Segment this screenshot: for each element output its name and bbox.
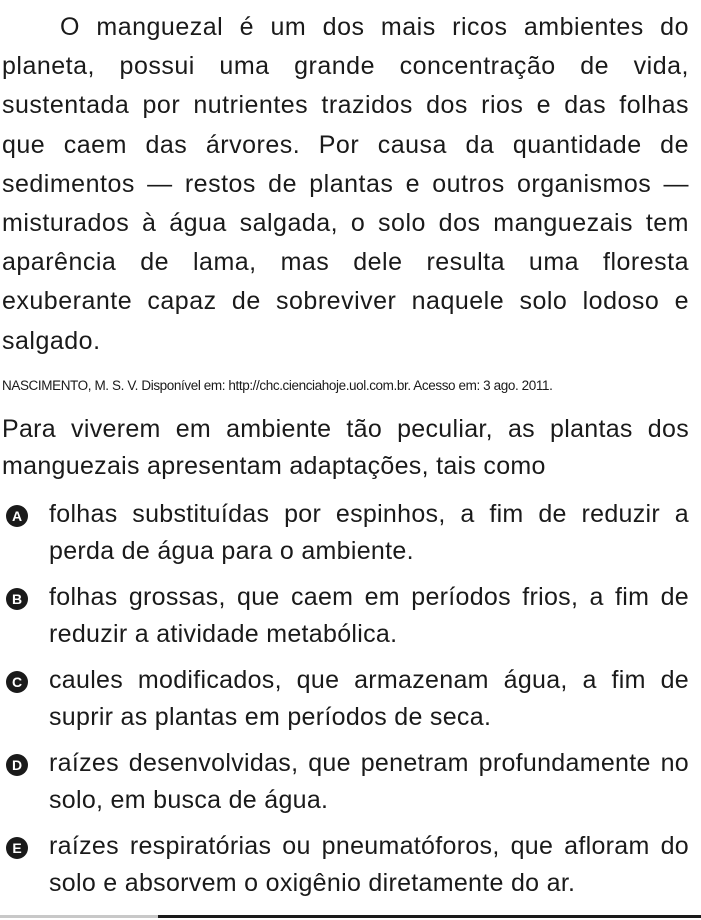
option-a-letter-badge: A — [6, 505, 28, 527]
bottom-divider — [0, 915, 701, 920]
option-b-letter-badge: B — [6, 588, 28, 610]
option-d-text: raízes desenvolvidas, que penetram profundamente no solo, em busca de água. — [49, 748, 689, 815]
option-e-letter-badge: E — [6, 837, 28, 859]
option-a-text: folhas substituídas por espinhos, a fim de reduzir a perda de água para o ambiente. — [49, 499, 689, 566]
option-e[interactable] — [2, 828, 689, 903]
option-d-letter-badge: D — [6, 754, 28, 776]
question-stem: Para viverem em ambiente tão peculiar, as plantas dos manguezais apresentam adaptações, tais como — [2, 414, 689, 481]
answer-options — [2, 496, 689, 903]
option-d[interactable] — [2, 745, 689, 820]
option-b-text: folhas grossas, que caem em períodos frios, a fim de reduzir a atividade metabólica. — [49, 582, 689, 649]
option-e-text: raízes respiratórias ou pneumatóforos, que afloram do solo e absorvem o oxigênio diretamente do ar. — [49, 831, 689, 898]
option-c[interactable] — [2, 662, 689, 737]
bottom-divider-dark-segment — [158, 915, 701, 918]
option-a[interactable] — [2, 496, 689, 571]
option-c-text: caules modificados, que armazenam água, a fim de suprir as plantas em períodos de seca. — [49, 665, 689, 732]
passage-text: O manguezal é um dos mais ricos ambientes do planeta, possui uma grande concentração de vida, sustentada por nutrientes trazidos dos rios e das folhas que caem das árvores. Por causa da quantidade de sedimentos — restos de plantas e outros organismos — misturados à água salgada, o solo dos manguezais tem aparência de lama, mas dele resulta uma floresta exuberante capaz de sobreviver naquele solo lodoso e salgado. — [2, 13, 689, 355]
bottom-divider-light-segment — [0, 915, 158, 918]
option-b[interactable] — [2, 579, 689, 654]
source-citation: NASCIMENTO, M. S. V. Disponível em: http://chc.cienciahoje.uol.com.br. Acesso em: 3 ago. 2011. — [2, 377, 553, 393]
option-c-letter-badge: C — [6, 671, 28, 693]
